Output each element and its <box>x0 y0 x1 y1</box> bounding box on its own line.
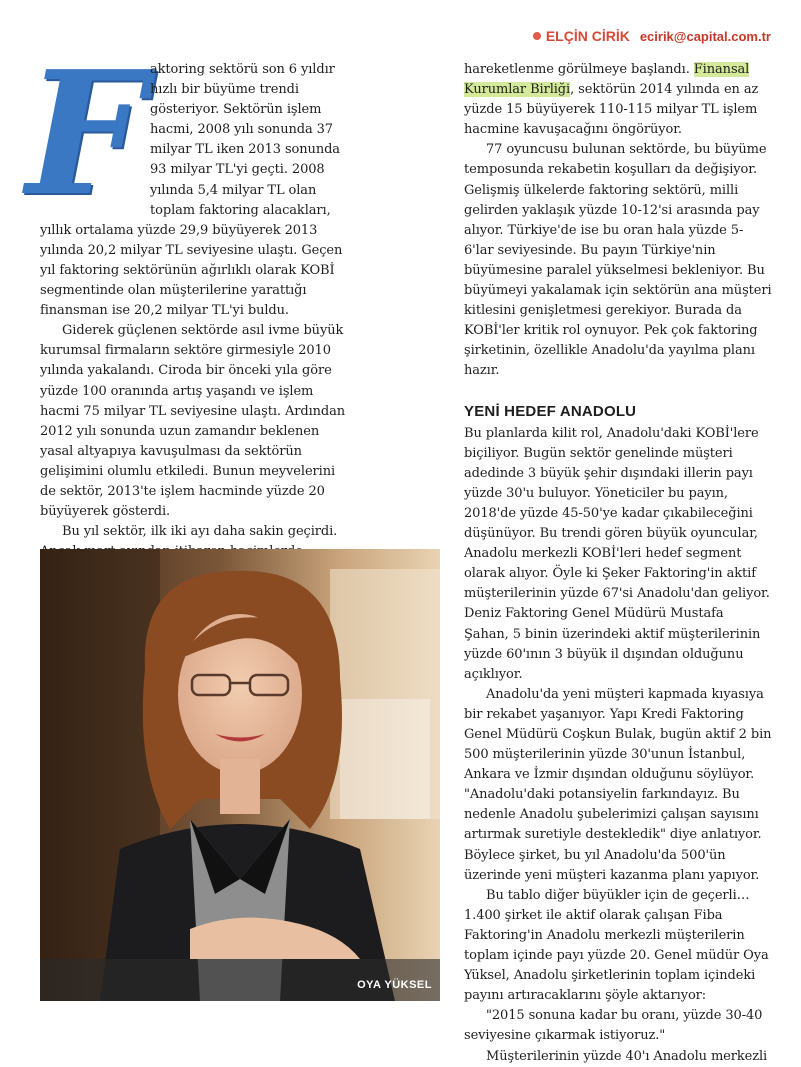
paragraph: "2015 sonuna kadar bu oranı, yüzde 30-40 seviyesine çıkarmak istiyoruz." <box>464 1008 763 1044</box>
paragraph: Bu yıl sektör, ilk iki ayı daha sakin geçirdi. <box>62 524 338 540</box>
article-column-left <box>26 34 352 562</box>
highlighted-text: Finansal Kurumlar Birliği <box>464 62 750 98</box>
portrait-photo <box>40 549 440 1001</box>
author-email[interactable]: ecirik@capital.com.tr <box>639 29 771 44</box>
paragraph: Faktoring sektörü son 6 yıldır hızlı bir büyüme trendi gösteriyor. Sektörün işlem hacmi, 2008 yılı sonunda 37 milyar TL iken 2013 sonunda 93 milyar TL'yi geçti. 2008 yılında 5,4 milyar TL olan toplam faktoring alacakları, yıllık ortalama yüzde 29,9 büyüyerek 2013 yılında 20,2 milyar TL seviyesine ulaştı. Geçen yıl faktoring sektörünün ağırlıklı olarak KOBİ segmentinde olan müşterilerine yarattığı finansman ise 20,2 milyar TL'yi buldu. <box>26 34 343 319</box>
author-name: ELÇİN CİRİK <box>545 28 630 44</box>
section-heading: YENİ HEDEF ANADOLU <box>464 402 637 420</box>
paragraph: Bu tablo diğer büyükler için de geçerli… 1.400 şirket ile aktif olarak çalışan Fiba Faktoring'in Anadolu merkezli müşterilerin toplam içinde payı yüzde 20. Genel müdür Oya Yüksel, Anadolu şirketlerinin toplam içindeki payını artıracaklarını şöyle aktarıyor: <box>464 887 769 1004</box>
byline <box>533 28 771 44</box>
paragraph: hareketlenme görülmeye başlandı. Finansal Kurumlar Birliği, sektörün 2014 yılında en az yüzde 15 büyüyerek 110-115 milyar TL işlem hacmine kavuşacağını öngörüyor. <box>464 62 759 138</box>
paragraph: Bu planlarda kilit rol, Anadolu'daki KOBİ'lere biçiliyor. Bugün sektör genelinde müşteri adedinde 3 büyük şehir dışındaki illerin payı yüzde 30'u buluyor. Yöneticiler bu payın, 2018'de yüzde 45-50'ye kadar çıkabileceğini düşünüyor. Bu trendi gören büyük oyuncular, Anadolu merkezli KOBİ'leri hedef segment olarak alıyor. Öyle ki Şeker Faktoring'in aktif müşterilerinin yüzde 67'si Anadolu'dan geliyor. Deniz Faktoring Genel Müdürü Mustafa Şahan, 5 binin üzerindeki aktif müşterilerinin yüzde 60'ının 3 büyük il dışından olduğunu açıklıyor. <box>464 425 770 682</box>
paragraph: Müşterilerinin yüzde 40'ı Anadolu merkezli <box>486 1048 768 1064</box>
article-column-right <box>464 60 772 1067</box>
drop-cap: F <box>26 34 147 234</box>
portrait-illustration <box>40 549 440 1001</box>
paragraph: Giderek güçlenen sektörde asıl ivme büyük kurumsal firmaların sektöre girmesiyle 2010 yılında yakalandı. Ciroda bir önceki yıla göre yüzde 100 oranında artış yaşandı ve işlem hacmi 75 milyar TL seviyesine ulaştı. Ardından 2012 yılı sonunda uzun zamandır beklenen yasal altyapıya kavuşulması da sektörün gelişimini olumlu etkiledi. Bunun meyvelerini de sektör, 2013'te işlem hacminde yüzde 20 büyüyerek gösterdi. <box>40 323 346 520</box>
bullet-dot-icon <box>533 32 541 40</box>
paragraph: 77 oyuncusu bulunan sektörde, bu büyüme temposunda rekabetin koşulları da değişiyor. Gelişmiş ülkelerde faktoring sektörü, milli gelirden yaklaşık yüzde 10-12'si arasında pay alıyor. Türkiye'de ise bu oran hala yüzde 5-6'lar seviyesinde. Bu payın Türkiye'nin büyümesine paralel yükselmesi bekleniyor. Bu büyümeyi yakalamak için sektörün ana müşteri kitlesini genişletmesi gerekiyor. Burada da KOBİ'ler kritik rol oynuyor. Pek çok faktoring şirketinin, özellikle Anadolu'da yayılma planı hazır. <box>464 142 772 379</box>
photo-caption: OYA YÜKSEL <box>357 979 432 991</box>
paragraph: Anadolu'da yeni müşteri kapmada kıyasıya bir rekabet yaşanıyor. Yapı Kredi Faktoring Genel Müdürü Coşkun Bulak, bugün aktif 2 bin 500 müşterilerinin yüzde 30'unun İstanbul, Ankara ve İzmir dışından olduğunu söylüyor. "Anadolu'daki potansiyelin farkındayız. Bu nedenle Anadolu şubelerimizi çalışan sayısını artırmak suretiyle destekledik" diye anlatıyor. Böylece şirket, bu yıl Anadolu'da 500'ün üzerinde yeni müşteri kazanma planı yapıyor. <box>464 686 772 883</box>
